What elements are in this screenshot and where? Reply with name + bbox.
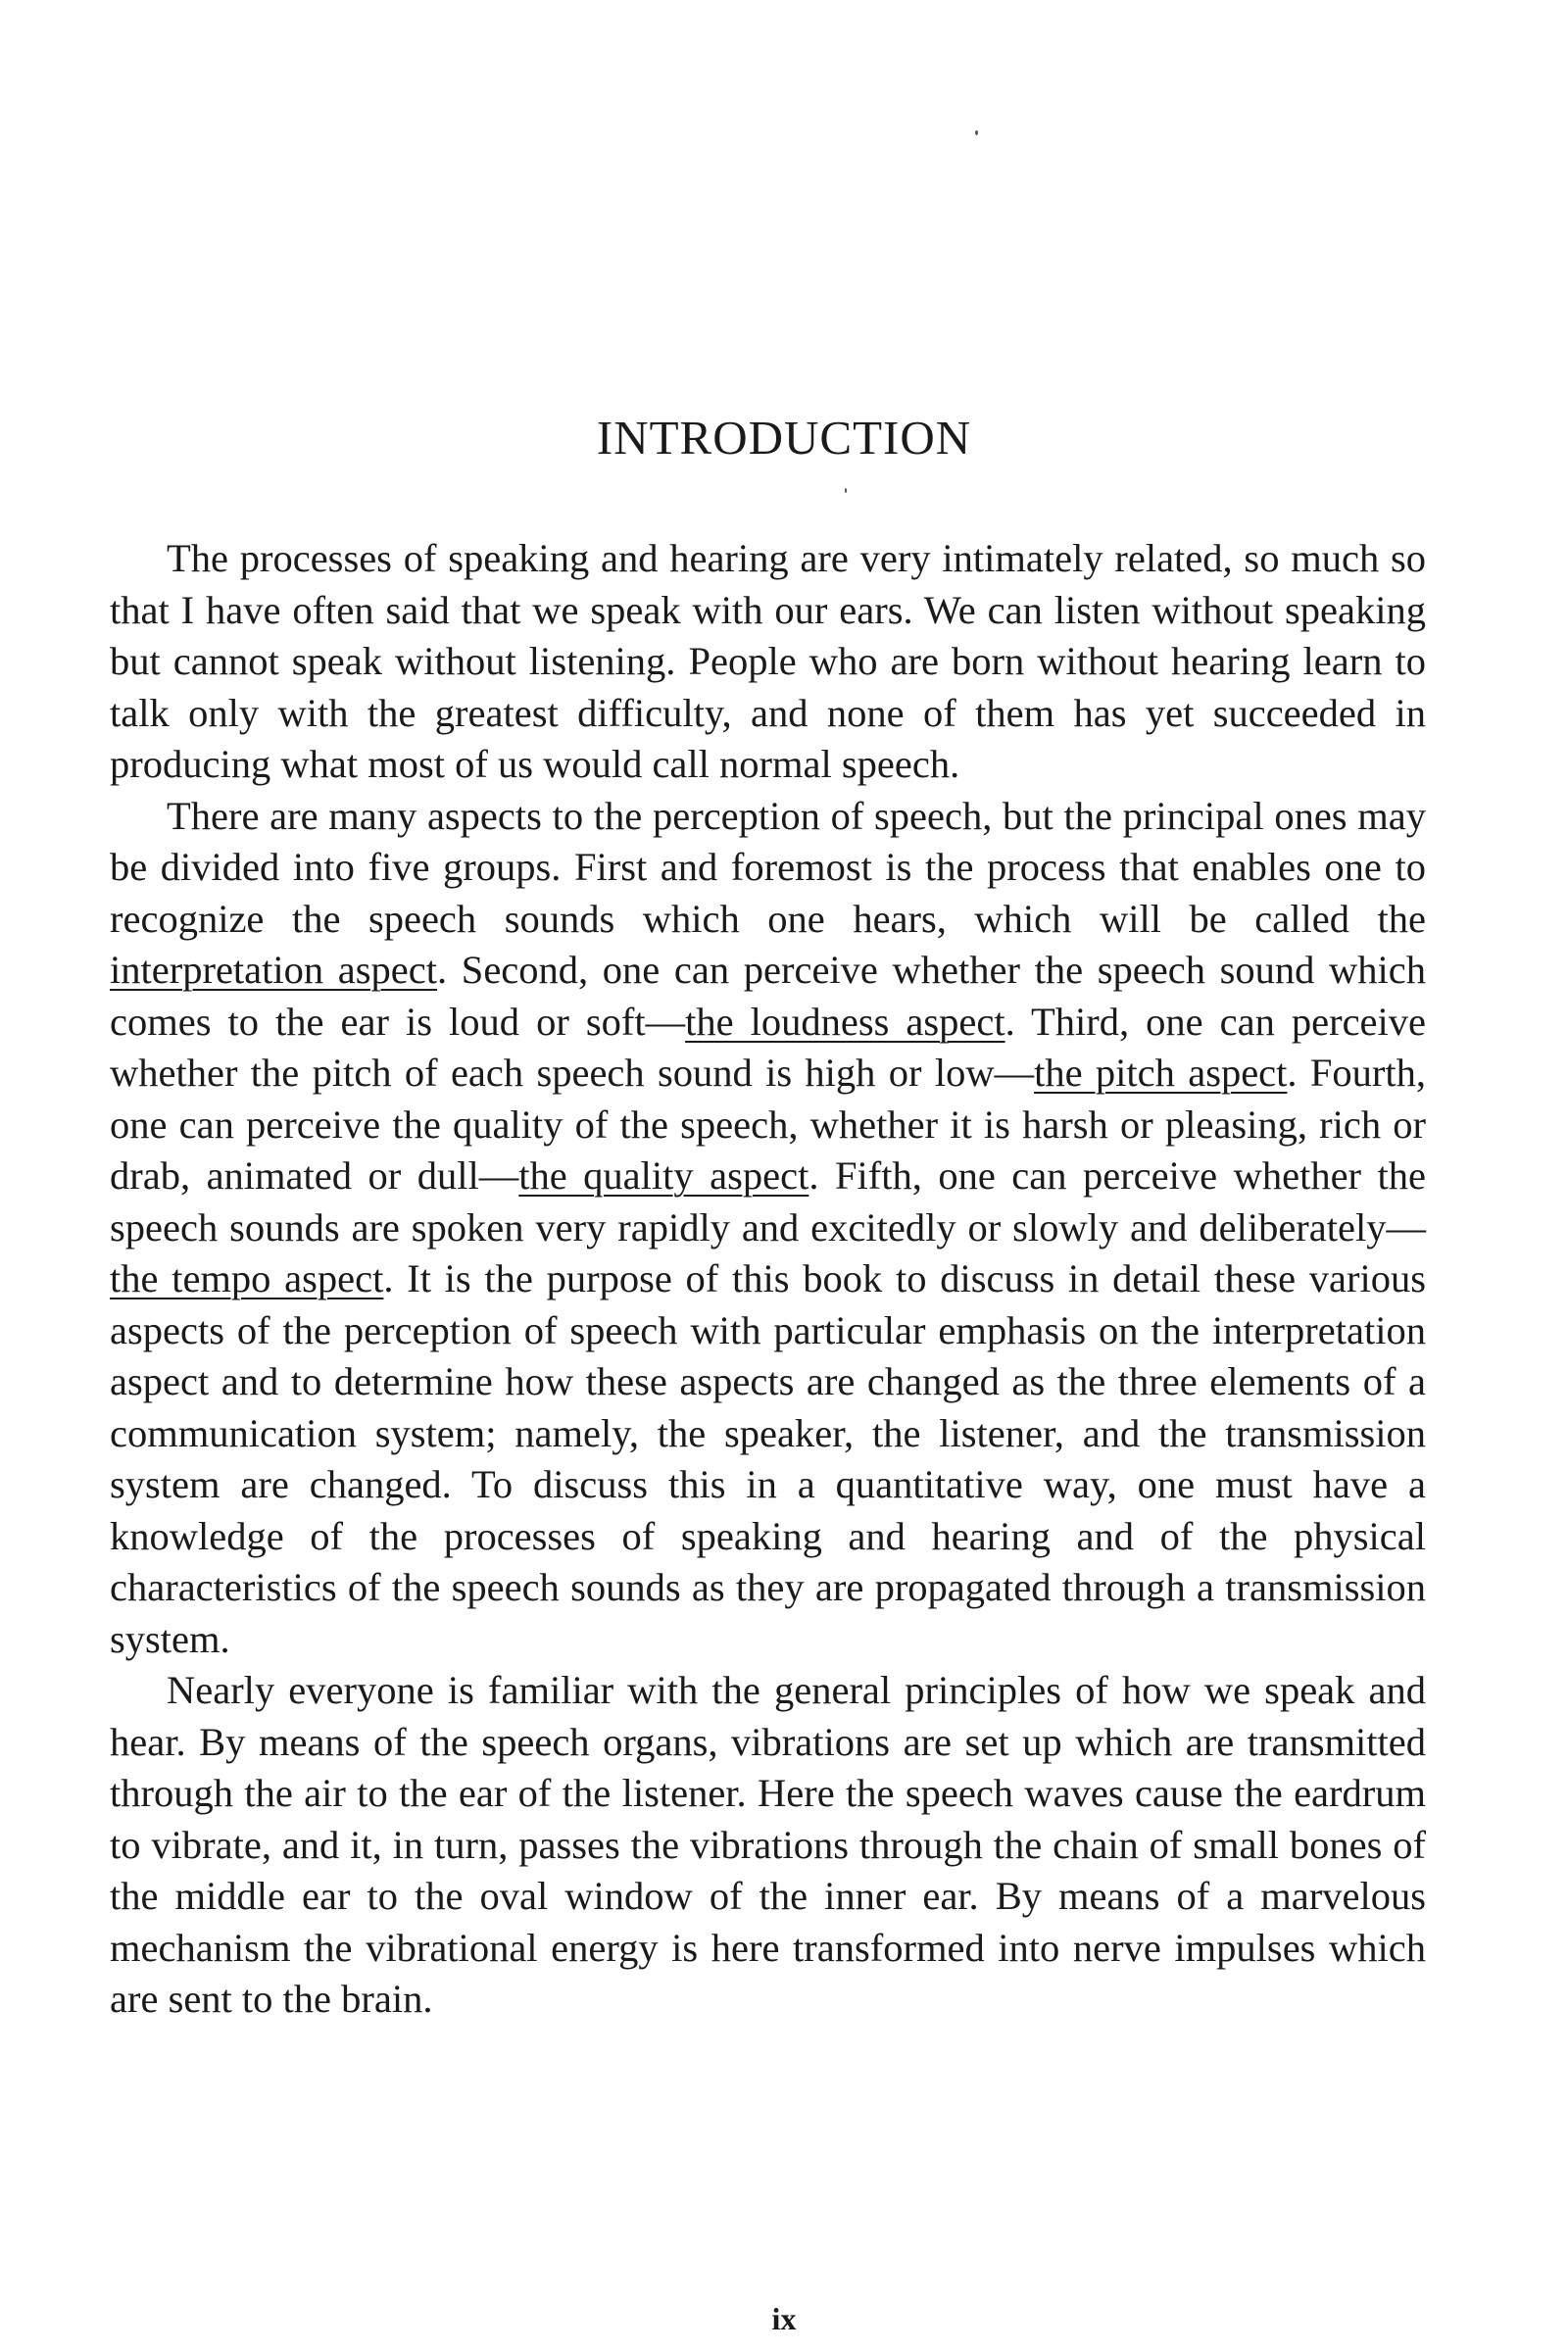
text-run: There are many aspects to the perception of speech, but the principal ones may be divided into five groups. First and foremost is the process that enables one to recognize the speech sounds which one hears, which will be called the [110,793,1426,941]
underlined-term-loudness: the loudness aspect [685,999,1005,1044]
text-run: . It is the purpose of this book to discuss in detail these various aspects of the perception of speech with particular emphasis on the interpretation aspect and to determine how these aspects are changed as the three elements of a communication system; namely, the speaker, the listener, and the transmission system are changed. To discuss this in a quantitative way, one must have a knowledge of the processes of speaking and hearing and of the physical characteristics of the speech sounds as they are propagated through a transmission system. [110,1256,1427,1661]
underlined-term-quality: the quality aspect [518,1153,809,1198]
underlined-term-pitch: the pitch aspect [1034,1051,1288,1095]
text-run: . Fifth, one can perceive whether the speech sounds are spoken very rapidly and excitedly or slowly and deliberately— [110,1153,1426,1250]
chapter-body [110,533,1426,2026]
paragraph-2 [110,791,1426,1666]
paragraph-1: The processes of speaking and hearing are very intimately related, so much so that I have often said that we speak with our ears. We can listen without speaking but cannot speak without listening. People who are born without hearing learn to talk only with the greatest difficulty, and none of them has yet succeeded in producing what most of us would call normal speech. [110,536,1426,786]
chapter-title: INTRODUCTION [596,411,972,465]
print-speck [845,488,847,493]
underlined-term-interpretation: interpretation aspect [110,948,438,992]
text-run: . Third, one can perceive whether the pitch of each speech sound is high or low— [110,999,1427,1095]
page-number: ix [771,2301,797,2336]
print-speck [975,130,978,135]
paragraph-3: Nearly everyone is familiar with the general principles of how we speak and hear. By means of the speech organs, vibrations are set up which are transmitted through the air to the ear of the listener. Here the speech waves cause the eardrum to vibrate, and it, in turn, passes the vibrations through the chain of small bones of the middle ear to the oval window of the inner ear. By means of a marvelous mechanism the vibrational energy is here transformed into nerve impulses which are sent to the brain. [110,1668,1426,2021]
text-run: . Fourth, one can perceive the quality of the speech, whether it is harsh or pleasing, rich or drab, animated or dull— [110,1051,1427,1198]
text-run: . Second, one can perceive whether the speech sound which comes to the ear is loud or soft— [110,948,1427,1044]
underlined-term-tempo: the tempo aspect [110,1256,384,1300]
